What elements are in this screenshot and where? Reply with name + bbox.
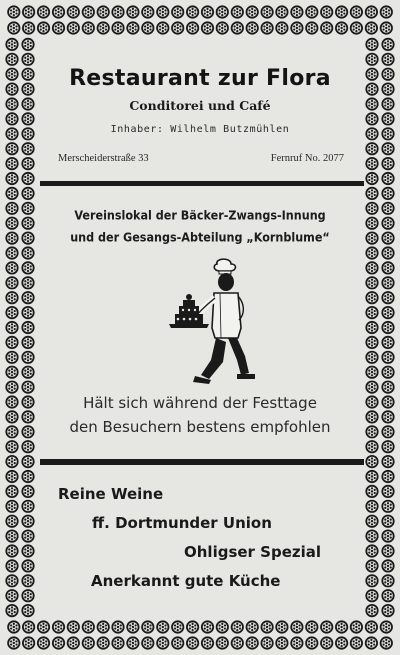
rosette-ornament-icon [5, 142, 18, 155]
rosette-ornament-icon [201, 5, 214, 18]
rosette-ornament-icon [186, 636, 199, 649]
rosette-ornament-icon [381, 589, 394, 602]
rosette-ornament-icon [82, 5, 95, 18]
ad-content [30, 40, 370, 620]
rosette-ornament-icon [171, 21, 184, 34]
restaurant-name: Restaurant zur Flora [69, 66, 331, 91]
rosette-ornament-icon [5, 157, 18, 170]
recommendation-line-1: Hält sich während der Festtage [83, 394, 317, 412]
rosette-ornament-icon [381, 83, 394, 96]
rosette-ornament-icon [5, 485, 18, 498]
rosette-ornament-icon [381, 455, 394, 468]
rosette-ornament-icon [126, 5, 139, 18]
offer-item: Ohligser Spezial [184, 543, 322, 561]
rosette-ornament-icon [82, 620, 95, 633]
association-line-2: und der Gesangs-Abteilung „Kornblume“ [70, 230, 330, 245]
rosette-ornament-icon [97, 5, 110, 18]
rosette-ornament-icon [52, 620, 65, 633]
rosette-ornament-icon [67, 5, 80, 18]
rosette-ornament-icon [186, 5, 199, 18]
rosette-ornament-icon [246, 21, 259, 34]
rosette-ornament-icon [5, 187, 18, 200]
rosette-ornament-icon [335, 21, 348, 34]
rosette-ornament-icon [126, 636, 139, 649]
rosette-ornament-icon [111, 21, 124, 34]
rosette-ornament-icon [171, 636, 184, 649]
rosette-ornament-icon [381, 410, 394, 423]
rosette-ornament-icon [141, 620, 154, 633]
rosette-ornament-icon [201, 21, 214, 34]
rosette-ornament-icon [261, 620, 274, 633]
rosette-ornament-icon [275, 5, 288, 18]
rosette-ornament-icon [231, 620, 244, 633]
rosette-ornament-icon [381, 530, 394, 543]
rosette-ornament-icon [5, 127, 18, 140]
offer-item: Anerkannt gute Küche [91, 572, 281, 590]
rosette-ornament-icon [5, 202, 18, 215]
rosette-ornament-icon [52, 5, 65, 18]
rosette-ornament-icon [5, 217, 18, 230]
rosette-ornament-icon [5, 589, 18, 602]
rosette-ornament-icon [67, 620, 80, 633]
rosette-ornament-icon [380, 21, 393, 34]
rosette-ornament-icon [5, 306, 18, 319]
rosette-ornament-icon [381, 395, 394, 408]
rosette-ornament-icon [5, 172, 18, 185]
rosette-ornament-icon [381, 366, 394, 379]
phone-number: Fernruf No. 2077 [270, 153, 344, 164]
rosette-ornament-icon [381, 68, 394, 81]
rosette-ornament-icon [381, 232, 394, 245]
rosette-ornament-icon [5, 381, 18, 394]
rosette-ornament-icon [320, 620, 333, 633]
rosette-ornament-icon [305, 620, 318, 633]
rosette-ornament-icon [365, 620, 378, 633]
rosette-ornament-icon [67, 21, 80, 34]
rosette-ornament-icon [5, 440, 18, 453]
rosette-ornament-icon [381, 440, 394, 453]
rosette-ornament-icon [380, 620, 393, 633]
rosette-ornament-icon [5, 53, 18, 66]
rosette-ornament-icon [186, 21, 199, 34]
rosette-ornament-icon [365, 5, 378, 18]
rosette-ornament-icon [5, 515, 18, 528]
rosette-ornament-icon [290, 620, 303, 633]
rosette-ornament-icon [97, 636, 110, 649]
rosette-ornament-icon [97, 21, 110, 34]
rosette-ornament-icon [305, 21, 318, 34]
rosette-ornament-icon [5, 321, 18, 334]
rosette-ornament-icon [381, 500, 394, 513]
rosette-ornament-icon [7, 21, 20, 34]
rosette-ornament-icon [5, 291, 18, 304]
rosette-ornament-icon [171, 5, 184, 18]
rosette-ornament-icon [216, 620, 229, 633]
owner-line: Inhaber: Wilhelm Butzmühlen [110, 124, 290, 135]
rosette-ornament-icon [335, 636, 348, 649]
street-address: Merscheiderstraße 33 [58, 153, 149, 164]
rosette-ornament-icon [52, 21, 65, 34]
rosette-ornament-icon [381, 261, 394, 274]
rosette-ornament-icon [201, 636, 214, 649]
rosette-ornament-icon [5, 366, 18, 379]
rosette-ornament-icon [350, 636, 363, 649]
rosette-ornament-icon [5, 500, 18, 513]
rosette-ornament-icon [275, 636, 288, 649]
recommendation-line-2: den Besuchern bestens empfohlen [69, 418, 331, 436]
rosette-ornament-icon [335, 620, 348, 633]
rosette-ornament-icon [261, 636, 274, 649]
rosette-ornament-icon [5, 83, 18, 96]
rosette-ornament-icon [381, 112, 394, 125]
rosette-ornament-icon [381, 187, 394, 200]
rosette-ornament-icon [381, 470, 394, 483]
rosette-ornament-icon [381, 97, 394, 110]
rosette-ornament-icon [5, 574, 18, 587]
rosette-ornament-icon [5, 246, 18, 259]
rosette-ornament-icon [381, 574, 394, 587]
rosette-ornament-icon [5, 544, 18, 557]
rosette-ornament-icon [381, 276, 394, 289]
rosette-ornament-icon [381, 381, 394, 394]
rosette-ornament-icon [37, 21, 50, 34]
rosette-ornament-icon [381, 38, 394, 51]
rosette-ornament-icon [381, 172, 394, 185]
rosette-ornament-icon [82, 21, 95, 34]
rosette-ornament-icon [231, 21, 244, 34]
rosette-ornament-icon [381, 53, 394, 66]
rosette-ornament-icon [381, 246, 394, 259]
rosette-ornament-icon [5, 276, 18, 289]
rosette-ornament-icon [261, 21, 274, 34]
rosette-ornament-icon [381, 217, 394, 230]
offer-item: Reine Weine [58, 485, 164, 503]
rosette-ornament-icon [5, 232, 18, 245]
rosette-ornament-icon [381, 127, 394, 140]
rosette-ornament-icon [290, 5, 303, 18]
rosette-ornament-icon [275, 620, 288, 633]
rosette-ornament-icon [201, 620, 214, 633]
rosette-ornament-icon [22, 636, 35, 649]
rosette-ornament-icon [365, 636, 378, 649]
rosette-ornament-icon [246, 5, 259, 18]
rosette-ornament-icon [186, 620, 199, 633]
rosette-ornament-icon [156, 5, 169, 18]
rosette-ornament-icon [261, 5, 274, 18]
rosette-ornament-icon [231, 5, 244, 18]
rosette-ornament-icon [111, 5, 124, 18]
rosette-ornament-icon [156, 636, 169, 649]
rosette-ornament-icon [141, 636, 154, 649]
rosette-ornament-icon [231, 636, 244, 649]
rosette-ornament-icon [216, 636, 229, 649]
rosette-ornament-icon [7, 5, 20, 18]
rosette-ornament-icon [275, 21, 288, 34]
rosette-ornament-icon [290, 21, 303, 34]
rosette-ornament-icon [22, 21, 35, 34]
rosette-ornament-icon [381, 604, 394, 617]
rosette-ornament-icon [320, 636, 333, 649]
rosette-ornament-icon [380, 5, 393, 18]
rosette-ornament-icon [290, 636, 303, 649]
rosette-ornament-icon [5, 68, 18, 81]
rosette-ornament-icon [320, 5, 333, 18]
rosette-ornament-icon [97, 620, 110, 633]
rosette-ornament-icon [52, 636, 65, 649]
rosette-ornament-icon [5, 530, 18, 543]
rosette-ornament-icon [350, 620, 363, 633]
rosette-ornament-icon [141, 5, 154, 18]
rosette-ornament-icon [380, 636, 393, 649]
rosette-ornament-icon [216, 5, 229, 18]
rosette-ornament-icon [22, 5, 35, 18]
rosette-ornament-icon [5, 425, 18, 438]
rosette-ornament-icon [5, 559, 18, 572]
rosette-ornament-icon [365, 21, 378, 34]
rosette-ornament-icon [171, 620, 184, 633]
rosette-ornament-icon [305, 636, 318, 649]
rosette-ornament-icon [126, 21, 139, 34]
rosette-ornament-icon [305, 5, 318, 18]
rosette-ornament-icon [381, 157, 394, 170]
rosette-ornament-icon [5, 261, 18, 274]
rosette-ornament-icon [246, 636, 259, 649]
rosette-ornament-icon [5, 38, 18, 51]
rosette-ornament-icon [5, 470, 18, 483]
rosette-ornament-icon [156, 620, 169, 633]
rosette-ornament-icon [381, 515, 394, 528]
rosette-ornament-icon [381, 351, 394, 364]
rosette-ornament-icon [381, 559, 394, 572]
rosette-ornament-icon [381, 321, 394, 334]
rosette-ornament-icon [216, 21, 229, 34]
business-subtitle: Conditorei und Café [129, 98, 271, 113]
rosette-ornament-icon [7, 636, 20, 649]
divider-bottom [40, 459, 364, 465]
rosette-ornament-icon [381, 425, 394, 438]
rosette-ornament-icon [111, 620, 124, 633]
rosette-ornament-icon [5, 410, 18, 423]
rosette-ornament-icon [5, 604, 18, 617]
rosette-ornament-icon [5, 395, 18, 408]
rosette-ornament-icon [335, 5, 348, 18]
association-line-1: Vereinslokal der Bäcker-Zwangs-Innung [74, 208, 326, 223]
rosette-ornament-icon [381, 291, 394, 304]
rosette-ornament-icon [111, 636, 124, 649]
rosette-ornament-icon [381, 202, 394, 215]
rosette-ornament-icon [381, 336, 394, 349]
rosette-ornament-icon [381, 485, 394, 498]
rosette-ornament-icon [381, 544, 394, 557]
rosette-ornament-icon [381, 142, 394, 155]
rosette-ornament-icon [67, 636, 80, 649]
rosette-ornament-icon [156, 21, 169, 34]
divider-top [40, 181, 364, 186]
rosette-ornament-icon [22, 620, 35, 633]
rosette-ornament-icon [350, 5, 363, 18]
rosette-ornament-icon [126, 620, 139, 633]
rosette-ornament-icon [320, 21, 333, 34]
rosette-ornament-icon [5, 351, 18, 364]
rosette-ornament-icon [37, 620, 50, 633]
rosette-ornament-icon [350, 21, 363, 34]
offer-item: ff. Dortmunder Union [92, 514, 272, 532]
rosette-ornament-icon [246, 620, 259, 633]
rosette-ornament-icon [37, 5, 50, 18]
rosette-ornament-icon [381, 306, 394, 319]
rosette-ornament-icon [5, 336, 18, 349]
rosette-ornament-icon [5, 455, 18, 468]
rosette-ornament-icon [82, 636, 95, 649]
rosette-ornament-icon [5, 97, 18, 110]
rosette-ornament-icon [37, 636, 50, 649]
rosette-ornament-icon [141, 21, 154, 34]
rosette-ornament-icon [7, 620, 20, 633]
baker-carrying-cake-icon [165, 258, 265, 388]
rosette-ornament-icon [5, 112, 18, 125]
